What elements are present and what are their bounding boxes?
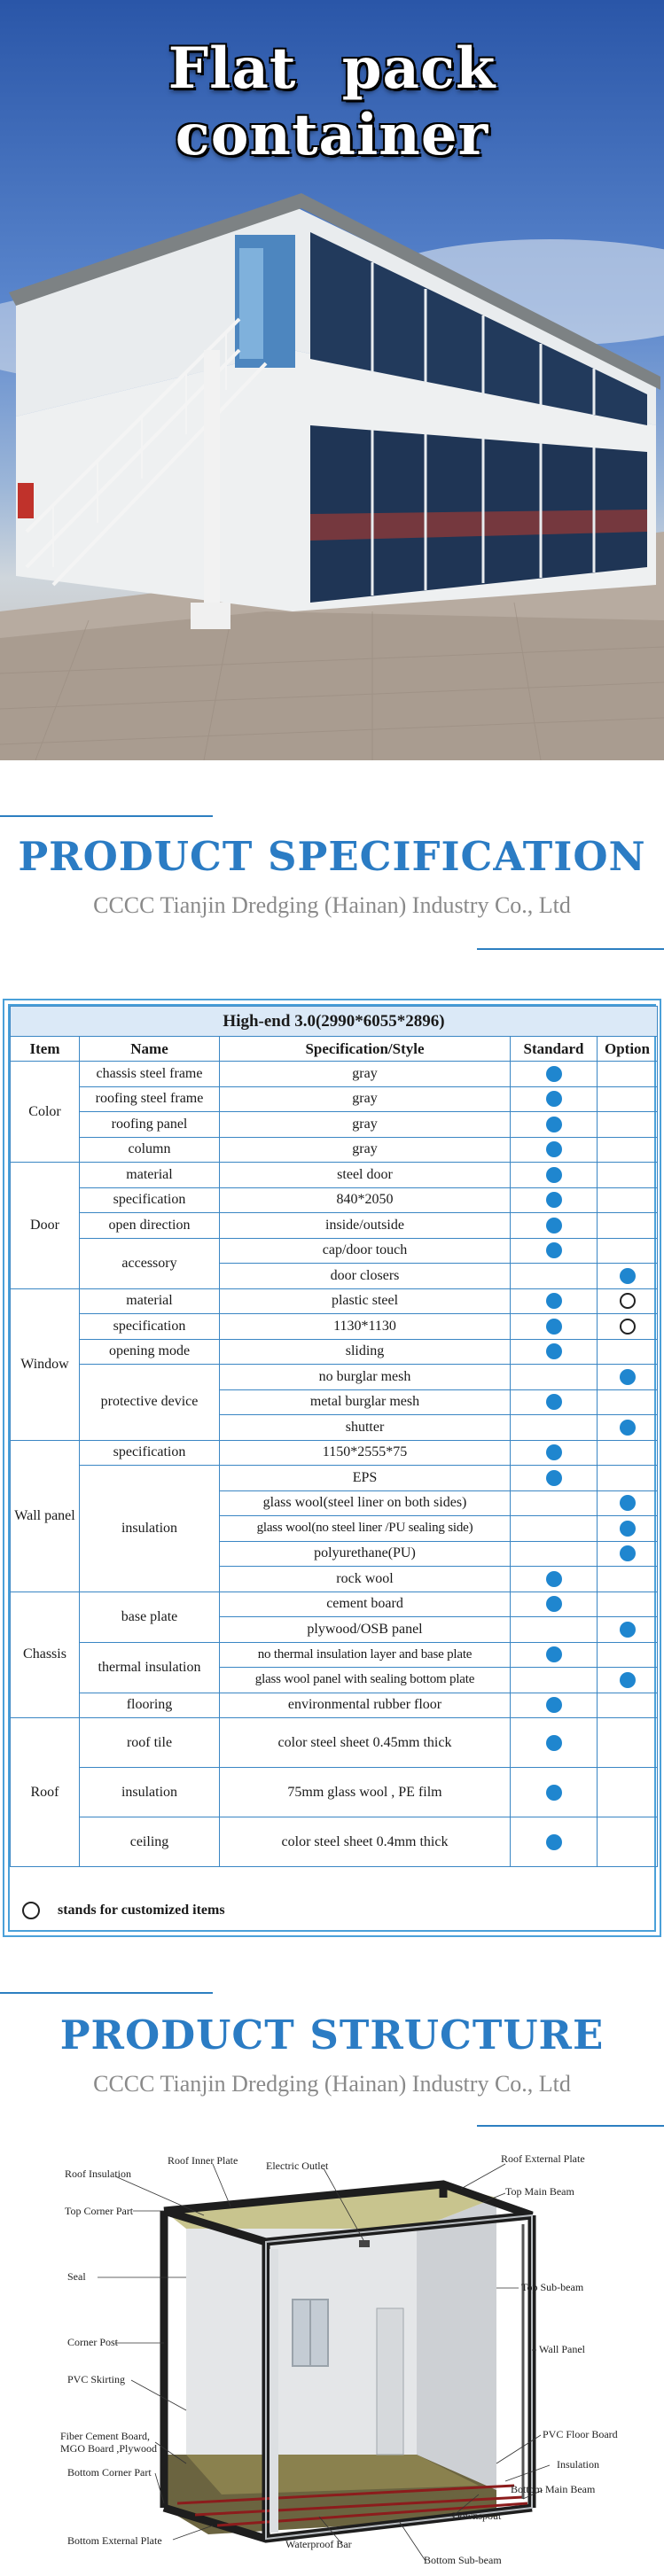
label-corner-post: Corner Post: [67, 2336, 118, 2348]
table-row: [11, 1718, 658, 1768]
group-window: Window: [11, 1288, 80, 1440]
standard-cell: [511, 1086, 598, 1112]
table-legend: [22, 1902, 225, 1919]
included-dot-icon: [546, 1319, 562, 1335]
standard-cell: [511, 1389, 598, 1415]
standard-cell: [511, 1264, 598, 1289]
standard-cell: [511, 1213, 598, 1239]
included-dot-icon: [546, 1735, 562, 1751]
spec-cell: inside/outside: [220, 1213, 511, 1239]
label-bottom-corner-part: Bottom Corner Part: [67, 2466, 152, 2479]
spec-cell: steel door: [220, 1163, 511, 1188]
label-pvc-floor-board: PVC Floor Board: [543, 2428, 618, 2440]
label-top-corner-part: Top Corner Part: [65, 2205, 134, 2217]
option-cell: [598, 1567, 658, 1592]
table-row: [11, 1314, 658, 1340]
spec-cell: 1130*1130: [220, 1314, 511, 1340]
spec-cell: metal burglar mesh: [220, 1389, 511, 1415]
option-cell: [598, 1693, 658, 1718]
standard-cell: [511, 1440, 598, 1466]
header-option: Option: [598, 1037, 658, 1062]
label-bottom-main-beam: Bottom Main Beam: [511, 2483, 596, 2495]
header-name: Name: [80, 1037, 220, 1062]
name-cell: protective device: [80, 1365, 220, 1441]
group-wall-panel: Wall panel: [11, 1440, 80, 1592]
option-cell: [598, 1288, 658, 1314]
decorative-line-left: [0, 815, 213, 817]
table-row: [11, 1817, 658, 1867]
table-header-row: [11, 1037, 658, 1062]
header-item: Item: [11, 1037, 80, 1062]
standard-cell: [511, 1163, 598, 1188]
name-cell: flooring: [80, 1693, 220, 1718]
label-wall-panel: Wall Panel: [539, 2343, 586, 2355]
included-dot-icon: [546, 1218, 562, 1234]
standard-cell: [511, 1693, 598, 1718]
name-cell: roofing steel frame: [80, 1086, 220, 1112]
standard-cell: [511, 1541, 598, 1567]
option-cell: [598, 1592, 658, 1617]
option-cell: [598, 1415, 658, 1441]
customized-ring-icon: [22, 1902, 40, 1919]
standard-cell: [511, 1365, 598, 1390]
standard-cell: [511, 1415, 598, 1441]
spec-cell: color steel sheet 0.4mm thick: [220, 1817, 511, 1867]
name-cell: column: [80, 1137, 220, 1163]
standard-cell: [511, 1187, 598, 1213]
spec-cell: environmental rubber floor: [220, 1693, 511, 1718]
structure-section-title: PRODUCT STRUCTURE: [59, 2012, 605, 2058]
included-dot-icon: [546, 1394, 562, 1410]
spec-cell: color steel sheet 0.45mm thick: [220, 1718, 511, 1768]
option-cell: [598, 1086, 658, 1112]
structure-diagram: [0, 2144, 664, 2576]
included-dot-icon: [620, 1622, 636, 1638]
spec-cell: no thermal insulation layer and base plate: [220, 1642, 511, 1668]
decorative-line-right-2: [477, 2125, 664, 2127]
option-cell: [598, 1112, 658, 1138]
table-row: [11, 1592, 658, 1617]
standard-cell: [511, 1768, 598, 1817]
spec-cell: glass wool(steel liner on both sides): [220, 1490, 511, 1516]
decorative-line-right: [477, 948, 664, 950]
hero-banner: [0, 0, 664, 760]
legend-text: stands for customized items: [58, 1903, 225, 1918]
included-dot-icon: [546, 1697, 562, 1713]
standard-cell: [511, 1592, 598, 1617]
label-top-sub-beam: Top Sub-beam: [521, 2281, 584, 2293]
included-dot-icon: [546, 1117, 562, 1132]
option-cell: [598, 1541, 658, 1567]
table-row: [11, 1339, 658, 1365]
included-dot-icon: [620, 1495, 636, 1511]
standard-cell: [511, 1339, 598, 1365]
standard-cell: [511, 1288, 598, 1314]
name-cell: specification: [80, 1440, 220, 1466]
option-cell: [598, 1163, 658, 1188]
name-cell: accessory: [80, 1238, 220, 1288]
label-roof-external-plate: Roof External Plate: [501, 2152, 585, 2165]
included-dot-icon: [546, 1785, 562, 1801]
table-row: [11, 1086, 658, 1112]
customized-ring-icon: [620, 1293, 636, 1309]
spec-section-subtitle: CCCC Tianjin Dredging (Hainan) Industry Co., Ltd: [93, 892, 571, 918]
spec-cell: cement board: [220, 1592, 511, 1617]
spec-cell: glass wool panel with sealing bottom plate: [220, 1668, 511, 1693]
table-row: [11, 1768, 658, 1817]
standard-cell: [511, 1817, 598, 1867]
spec-cell: 840*2050: [220, 1187, 511, 1213]
standard-cell: [511, 1314, 598, 1340]
label-fiber-cement-board: Fiber Cement Board,: [60, 2430, 150, 2442]
option-cell: [598, 1642, 658, 1668]
option-cell: [598, 1718, 658, 1768]
included-dot-icon: [546, 1571, 562, 1587]
spec-cell: gray: [220, 1062, 511, 1087]
table-row: [11, 1440, 658, 1466]
option-cell: [598, 1389, 658, 1415]
hero-title: Flat pack container: [168, 35, 496, 168]
option-cell: [598, 1440, 658, 1466]
option-cell: [598, 1062, 658, 1087]
table-row: [11, 1288, 658, 1314]
spec-cell: gray: [220, 1137, 511, 1163]
included-dot-icon: [546, 1066, 562, 1082]
standard-cell: [511, 1642, 598, 1668]
label-top-main-beam: Top Main Beam: [505, 2185, 574, 2198]
name-cell: base plate: [80, 1592, 220, 1642]
option-cell: [598, 1516, 658, 1542]
spec-cell: 75mm glass wool , PE film: [220, 1768, 511, 1817]
standard-cell: [511, 1466, 598, 1491]
label-bottom-external-plate: Bottom External Plate: [67, 2534, 162, 2547]
table-row: [11, 1365, 658, 1390]
table-caption: High-end 3.0(2990*6055*2896): [11, 1007, 658, 1037]
name-cell: opening mode: [80, 1339, 220, 1365]
standard-cell: [511, 1137, 598, 1163]
option-cell: [598, 1617, 658, 1643]
name-cell: roof tile: [80, 1718, 220, 1768]
structure-section-subtitle: CCCC Tianjin Dredging (Hainan) Industry Co., Ltd: [93, 2071, 571, 2097]
spec-cell: gray: [220, 1112, 511, 1138]
spec-cell: EPS: [220, 1466, 511, 1491]
included-dot-icon: [546, 1141, 562, 1157]
label-bottom-sub-beam: Bottom Sub-beam: [424, 2554, 502, 2566]
spec-cell: polyurethane(PU): [220, 1541, 511, 1567]
standard-cell: [511, 1516, 598, 1542]
header-standard: Standard: [511, 1037, 598, 1062]
header-specification: Specification/Style: [220, 1037, 511, 1062]
included-dot-icon: [546, 1343, 562, 1359]
label-downspout: Downspout: [452, 2510, 502, 2522]
standard-cell: [511, 1617, 598, 1643]
table-caption-row: [11, 1007, 658, 1037]
label-mgo-board: MGO Board ,Plywood: [60, 2442, 158, 2455]
table-row: [11, 1163, 658, 1188]
name-cell: roofing panel: [80, 1112, 220, 1138]
spec-cell: plywood/OSB panel: [220, 1617, 511, 1643]
option-cell: [598, 1314, 658, 1340]
spec-cell: glass wool(no steel liner /PU sealing side): [220, 1516, 511, 1542]
standard-cell: [511, 1490, 598, 1516]
customized-ring-icon: [620, 1319, 636, 1335]
included-dot-icon: [546, 1646, 562, 1662]
option-cell: [598, 1264, 658, 1289]
name-cell: material: [80, 1288, 220, 1314]
included-dot-icon: [546, 1470, 562, 1486]
table-row: [11, 1238, 658, 1264]
included-dot-icon: [546, 1091, 562, 1107]
spec-cell: cap/door touch: [220, 1238, 511, 1264]
spec-cell: door closers: [220, 1264, 511, 1289]
name-cell: insulation: [80, 1466, 220, 1592]
standard-cell: [511, 1668, 598, 1693]
name-cell: specification: [80, 1187, 220, 1213]
table-row: [11, 1693, 658, 1718]
option-cell: [598, 1187, 658, 1213]
option-cell: [598, 1466, 658, 1491]
name-cell: chassis steel frame: [80, 1062, 220, 1087]
name-cell: insulation: [80, 1768, 220, 1817]
table-row: [11, 1112, 658, 1138]
included-dot-icon: [620, 1545, 636, 1561]
name-cell: thermal insulation: [80, 1642, 220, 1693]
group-roof: Roof: [11, 1718, 80, 1867]
label-pvc-skirting: PVC Skirting: [67, 2373, 126, 2385]
option-cell: [598, 1238, 658, 1264]
included-dot-icon: [620, 1521, 636, 1537]
table-row: [11, 1213, 658, 1239]
label-roof-insulation: Roof Insulation: [65, 2167, 131, 2180]
included-dot-icon: [546, 1596, 562, 1612]
table-row: [11, 1062, 658, 1087]
option-cell: [598, 1817, 658, 1867]
label-electric-outlet: Electric Outlet: [266, 2160, 329, 2172]
label-insulation: Insulation: [557, 2458, 599, 2471]
standard-cell: [511, 1112, 598, 1138]
name-cell: material: [80, 1163, 220, 1188]
included-dot-icon: [620, 1420, 636, 1436]
name-cell: ceiling: [80, 1817, 220, 1867]
spec-cell: rock wool: [220, 1567, 511, 1592]
table-row: [11, 1187, 658, 1213]
spec-cell: plastic steel: [220, 1288, 511, 1314]
included-dot-icon: [546, 1242, 562, 1258]
option-cell: [598, 1365, 658, 1390]
spec-table: [10, 1006, 658, 1867]
group-color: Color: [11, 1062, 80, 1163]
standard-cell: [511, 1567, 598, 1592]
option-cell: [598, 1137, 658, 1163]
option-cell: [598, 1768, 658, 1817]
option-cell: [598, 1490, 658, 1516]
table-row: [11, 1466, 658, 1491]
group-door: Door: [11, 1163, 80, 1289]
spec-cell: gray: [220, 1086, 511, 1112]
table-row: [11, 1137, 658, 1163]
standard-cell: [511, 1238, 598, 1264]
spec-table-frame: [3, 999, 661, 1937]
option-cell: [598, 1668, 658, 1693]
spec-cell: sliding: [220, 1339, 511, 1365]
group-chassis: Chassis: [11, 1592, 80, 1718]
decorative-line-left-2: [0, 1992, 213, 1994]
label-roof-inner-plate: Roof Inner Plate: [168, 2154, 238, 2167]
included-dot-icon: [546, 1293, 562, 1309]
option-cell: [598, 1213, 658, 1239]
included-dot-icon: [546, 1834, 562, 1850]
included-dot-icon: [546, 1192, 562, 1208]
label-seal: Seal: [67, 2270, 86, 2283]
spec-cell: 1150*2555*75: [220, 1440, 511, 1466]
spec-cell: shutter: [220, 1415, 511, 1441]
label-waterproof-bar: Waterproof Bar: [285, 2538, 352, 2550]
name-cell: specification: [80, 1314, 220, 1340]
standard-cell: [511, 1718, 598, 1768]
spec-cell: no burglar mesh: [220, 1365, 511, 1390]
included-dot-icon: [620, 1672, 636, 1688]
table-row: [11, 1642, 658, 1668]
included-dot-icon: [546, 1167, 562, 1183]
standard-cell: [511, 1062, 598, 1087]
included-dot-icon: [620, 1268, 636, 1284]
name-cell: open direction: [80, 1213, 220, 1239]
option-cell: [598, 1339, 658, 1365]
spec-section-title: PRODUCT SPECIFICATION: [18, 833, 646, 880]
included-dot-icon: [620, 1369, 636, 1385]
included-dot-icon: [546, 1444, 562, 1460]
